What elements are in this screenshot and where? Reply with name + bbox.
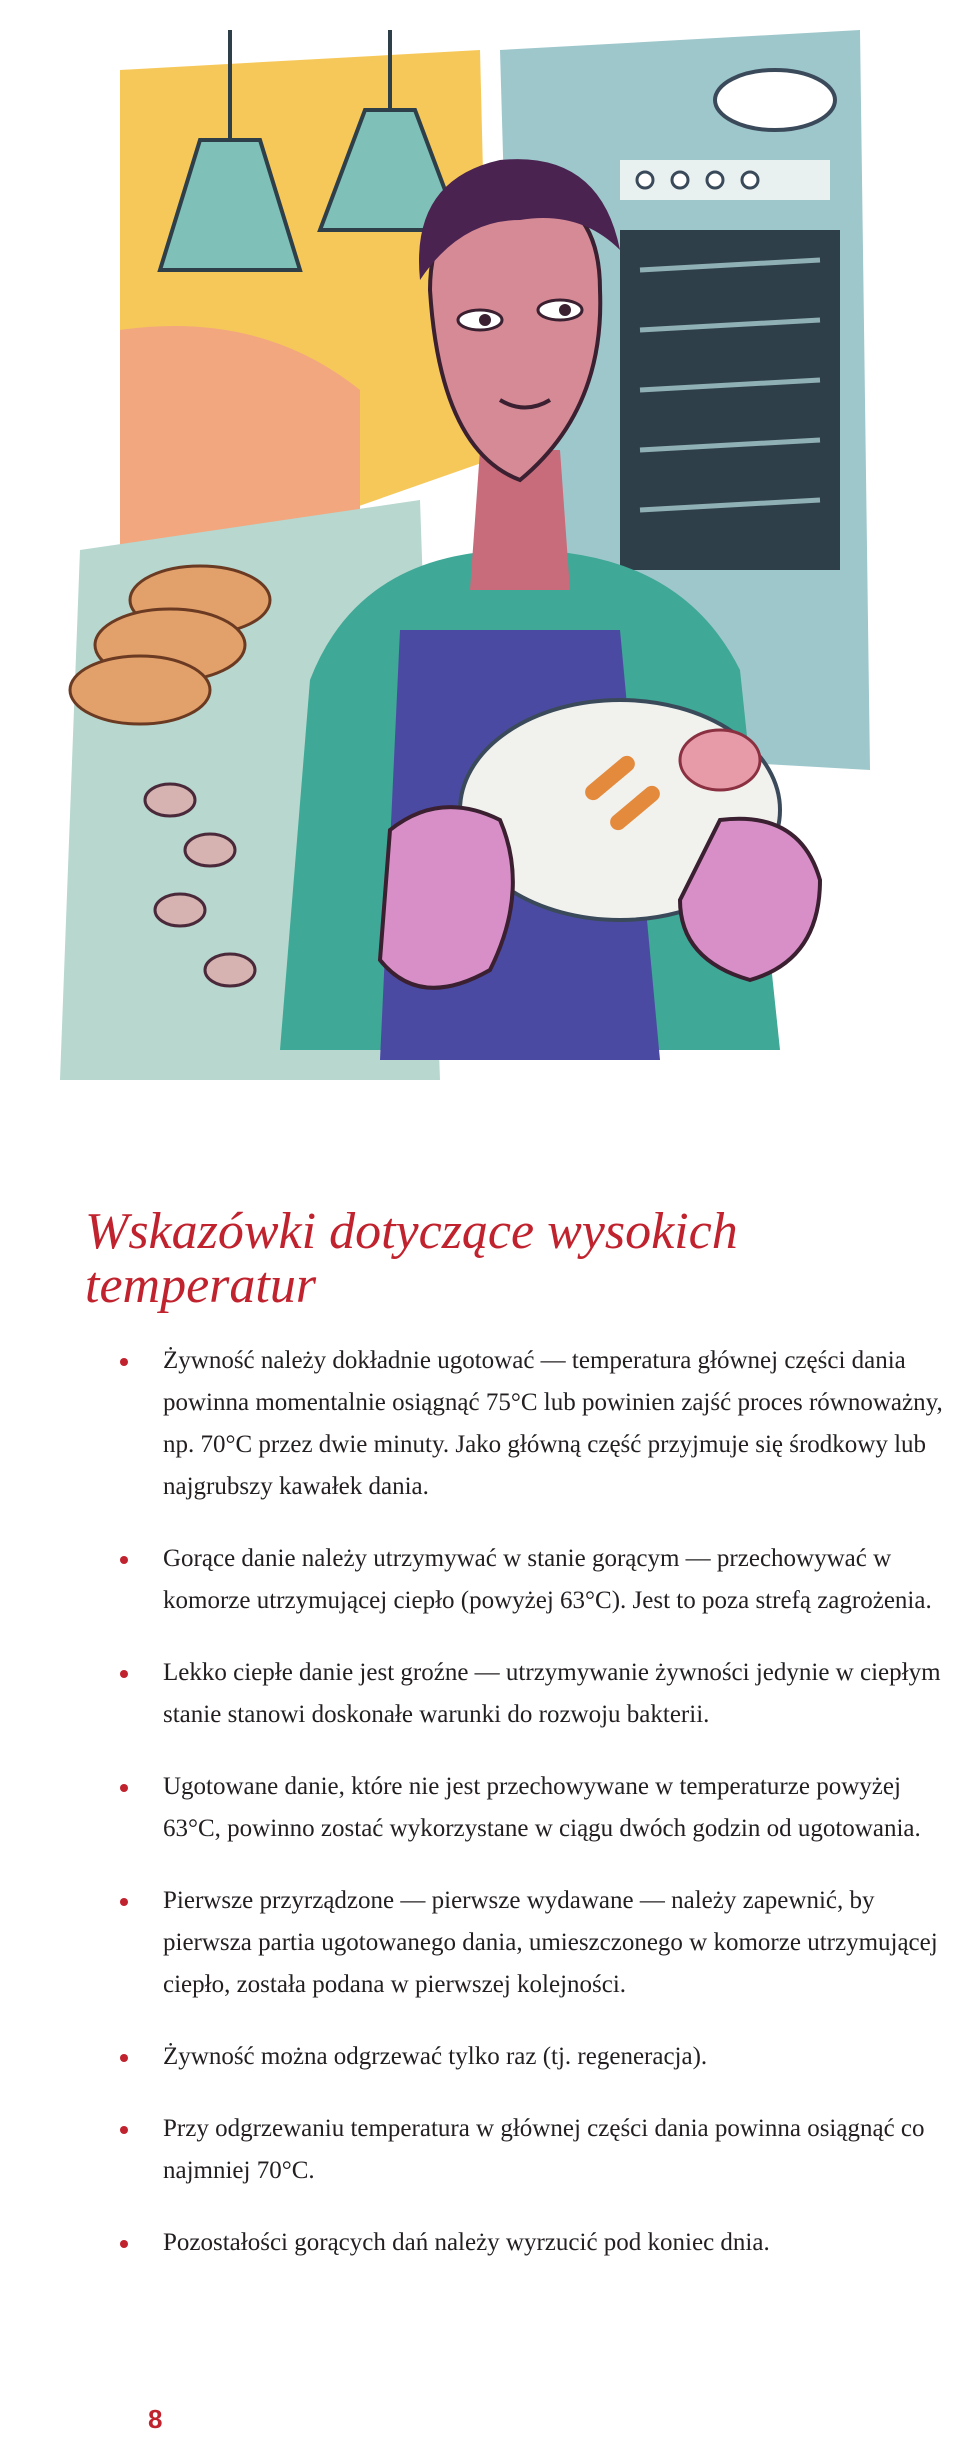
tip-text: Lekko ciepłe danie jest groźne — utrzymywanie żywności jedynie w ciepłym stanie stanowi doskonałe warunki do rozwoju bakterii. — [163, 1659, 941, 1728]
bullet-icon — [120, 2126, 128, 2134]
oven-knob — [742, 172, 758, 188]
list-item — [85, 1880, 960, 2006]
tip-text: Żywność należy dokładnie ugotować — temperatura głównej części dania powinna momentalnie osiągnąć 75°C lub powinien zajść proces równoważny, np. 70°C przez dwie minuty. Jako główną część przyjmuje się środkowy lub najgrubszy kawałek dania. — [163, 1347, 943, 1500]
tip-text: Żywność można odgrzewać tylko raz (tj. regeneracja). — [163, 2043, 708, 2070]
mushroom — [155, 894, 205, 926]
tip-text: Gorące danie należy utrzymywać w stanie gorącym — przechowywać w komorze utrzymującej ciepło (powyżej 63°C). Jest to poza strefą zagrożenia. — [163, 1545, 932, 1614]
chef-illustration — [60, 30, 920, 1080]
bullet-icon — [120, 2240, 128, 2248]
bullet-icon — [120, 1556, 128, 1564]
list-item — [85, 1340, 960, 1508]
tip-text: Pierwsze przyrządzone — pierwsze wydawane — należy zapewnić, by pierwsza partia ugotowanego dania, umieszczonego w komorze utrzymującej ciepło, została podana w pierwszej kolejności. — [163, 1887, 938, 1998]
mushroom — [185, 834, 235, 866]
bullet-icon — [120, 1358, 128, 1366]
bullet-icon — [120, 1670, 128, 1678]
oven-knob — [672, 172, 688, 188]
oven-knob — [637, 172, 653, 188]
list-item — [85, 1652, 960, 1736]
ham — [680, 730, 760, 790]
list-item — [85, 2036, 960, 2078]
tip-text: Przy odgrzewaniu temperatura w głównej części dania powinna osiągnąć co najmniej 70°C. — [163, 2115, 925, 2184]
bullet-icon — [120, 1784, 128, 1792]
tip-text: Pozostałości gorących dań należy wyrzucić pod koniec dnia. — [163, 2229, 770, 2256]
bullet-icon — [120, 2054, 128, 2062]
oven-knob — [707, 172, 723, 188]
list-item — [85, 1766, 960, 1850]
list-item — [85, 2222, 960, 2264]
chicken — [70, 656, 210, 724]
mushroom — [205, 954, 255, 986]
list-item — [85, 1538, 960, 1622]
mushroom — [145, 784, 195, 816]
bullet-icon — [120, 1898, 128, 1906]
oven-window — [620, 230, 840, 570]
tip-text: Ugotowane danie, które nie jest przechowywane w temperaturze powyżej 63°C, powinno zostać wykorzystane w ciągu dwóch godzin od ugotowania. — [163, 1773, 921, 1842]
list-item — [85, 2108, 960, 2192]
oven-mitt-left — [380, 807, 513, 988]
page-title: Wskazówki dotyczące wysokich temperatur — [85, 1203, 738, 1314]
tips-list — [85, 1340, 960, 2294]
page-number: 8 — [148, 2404, 163, 2434]
plate-on-oven — [715, 70, 835, 130]
